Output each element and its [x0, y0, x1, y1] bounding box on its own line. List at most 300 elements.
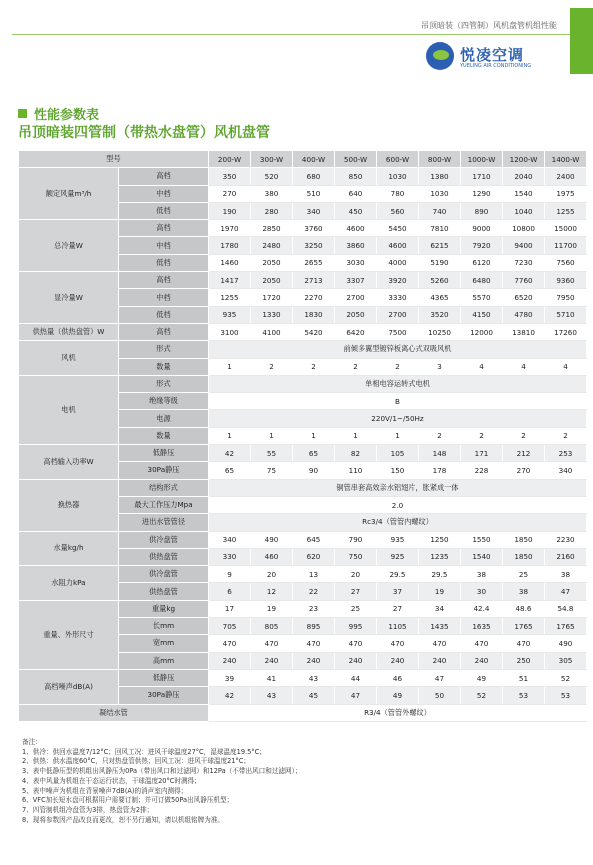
- table-cell: 2: [461, 427, 503, 444]
- row-merged-value: 220V/1~/50Hz: [209, 410, 587, 427]
- table-row: [19, 323, 587, 340]
- table-cell: 470: [293, 635, 335, 652]
- table-cell: 1460: [209, 254, 251, 271]
- table-header-row: [19, 151, 587, 168]
- logo-text-en: YUELING AIR CONDITIONING: [460, 63, 532, 69]
- table-cell: 1975: [545, 185, 587, 202]
- table-cell: 450: [335, 202, 377, 219]
- table-cell: 1: [293, 427, 335, 444]
- table-cell: 520: [251, 168, 293, 185]
- row-sub-label: 高档: [119, 323, 209, 340]
- row-sub-label: 低静压: [119, 669, 209, 686]
- table-cell: 2850: [251, 220, 293, 237]
- model-column-header: 500-W: [335, 151, 377, 168]
- table-cell: 39: [209, 669, 251, 686]
- table-cell: 935: [377, 531, 419, 548]
- table-cell: 2400: [545, 168, 587, 185]
- table-cell: 7230: [503, 254, 545, 271]
- model-column-header: 600-W: [377, 151, 419, 168]
- row-merged-value: 铜管串套高效亲水铝翅片，胀紧成一体: [209, 479, 587, 496]
- table-cell: 150: [377, 462, 419, 479]
- table-cell: 46: [377, 669, 419, 686]
- model-header: 型号: [19, 151, 209, 168]
- table-cell: 2050: [335, 306, 377, 323]
- table-cell: 470: [335, 635, 377, 652]
- table-cell: 4000: [377, 254, 419, 271]
- table-cell: 25: [503, 566, 545, 583]
- table-cell: 280: [251, 202, 293, 219]
- table-row: [19, 566, 587, 583]
- table-cell: 6: [209, 583, 251, 600]
- table-cell: 38: [545, 566, 587, 583]
- table-cell: 1540: [503, 185, 545, 202]
- note-line: 6、VFC加长短水盘可根据用户需要订制；并可订做50Pa出风静压机型；: [22, 796, 234, 805]
- table-cell: 29.5: [419, 566, 461, 583]
- table-cell: 1040: [503, 202, 545, 219]
- table-cell: 1: [251, 427, 293, 444]
- table-cell: 510: [293, 185, 335, 202]
- table-cell: 9360: [545, 272, 587, 289]
- row-sub-label: 形式: [119, 375, 209, 392]
- note-line: 4、表中风量为机组在干态运行状态，干球温度20°C时测得；: [22, 776, 201, 785]
- table-cell: 17: [209, 600, 251, 617]
- table-cell: 42: [209, 445, 251, 462]
- section-heading: [18, 104, 99, 123]
- table-cell: 1255: [209, 289, 251, 306]
- table-cell: 1830: [293, 306, 335, 323]
- table-cell: 7950: [545, 289, 587, 306]
- row-sub-label: 重量kg: [119, 600, 209, 617]
- table-cell: 7560: [545, 254, 587, 271]
- table-cell: 42: [209, 687, 251, 704]
- table-cell: 240: [293, 652, 335, 669]
- table-cell: 29.5: [377, 566, 419, 583]
- table-cell: 5420: [293, 323, 335, 340]
- row-group-label: 水阻力kPa: [19, 566, 119, 601]
- table-cell: 340: [209, 531, 251, 548]
- table-cell: 380: [251, 185, 293, 202]
- row-sub-label: 结构形式: [119, 479, 209, 496]
- table-cell: 82: [335, 445, 377, 462]
- table-cell: 2: [377, 358, 419, 375]
- table-cell: 2040: [503, 168, 545, 185]
- table-cell: 20: [251, 566, 293, 583]
- table-cell: 2713: [293, 272, 335, 289]
- table-cell: 4365: [419, 289, 461, 306]
- table-cell: 1720: [251, 289, 293, 306]
- table-cell: 5450: [377, 220, 419, 237]
- note-line: 2、供热：供水温度60°C，只对热盘管供热；回风工况：进风干球温度21°C；: [22, 757, 250, 766]
- table-cell: 240: [461, 652, 503, 669]
- table-cell: 253: [545, 445, 587, 462]
- row-group-label: 供热量（供热盘管）W: [19, 323, 119, 340]
- row-sub-label: 形式: [119, 341, 209, 358]
- table-cell: 27: [377, 600, 419, 617]
- table-cell: 2270: [293, 289, 335, 306]
- table-cell: 30: [461, 583, 503, 600]
- table-cell: 240: [335, 652, 377, 669]
- table-cell: 250: [503, 652, 545, 669]
- table-cell: 470: [419, 635, 461, 652]
- row-sub-label: 30Pa静压: [119, 687, 209, 704]
- row-group-label: 换热器: [19, 479, 119, 531]
- table-cell: 2: [419, 427, 461, 444]
- table-cell: 178: [419, 462, 461, 479]
- row-merged-value: 前倾多翼型镀锌板离心式双吸风机: [209, 341, 587, 358]
- product-subtitle: 吊顶暗装四管制（带热水盘管）风机盘管: [18, 125, 270, 141]
- model-column-header: 1000-W: [461, 151, 503, 168]
- note-line: 8、现将参数因产品改良而更改，恕不另行通知，请以机组铭牌为准。: [22, 815, 225, 824]
- table-cell: 995: [335, 618, 377, 635]
- table-cell: 44: [335, 669, 377, 686]
- table-cell: 12000: [461, 323, 503, 340]
- table-cell: 6480: [461, 272, 503, 289]
- table-cell: 11700: [545, 237, 587, 254]
- table-cell: 3307: [335, 272, 377, 289]
- table-cell: 52: [461, 687, 503, 704]
- table-cell: 190: [209, 202, 251, 219]
- table-cell: 19: [419, 583, 461, 600]
- table-cell: 925: [377, 548, 419, 565]
- table-cell: 10800: [503, 220, 545, 237]
- table-cell: 5190: [419, 254, 461, 271]
- table-cell: 52: [545, 669, 587, 686]
- table-cell: 53: [503, 687, 545, 704]
- section-title: 性能参数表: [34, 108, 100, 123]
- row-sub-label: 中档: [119, 185, 209, 202]
- table-cell: 620: [293, 548, 335, 565]
- row-sub-label: 低档: [119, 202, 209, 219]
- header-title: 吊顶暗装（四管制）风机盘管机组性能: [421, 21, 557, 30]
- table-cell: 15000: [545, 220, 587, 237]
- page-header: [0, 0, 593, 82]
- table-row: [19, 445, 587, 462]
- table-cell: 13: [293, 566, 335, 583]
- note-line: 备注：: [22, 738, 42, 746]
- table-cell: 3520: [419, 306, 461, 323]
- table-cell: 850: [335, 168, 377, 185]
- table-cell: 2: [335, 358, 377, 375]
- table-cell: 460: [251, 548, 293, 565]
- table-cell: 47: [419, 669, 461, 686]
- model-column-header: 400-W: [293, 151, 335, 168]
- table-cell: 895: [293, 618, 335, 635]
- table-cell: 20: [335, 566, 377, 583]
- row-group-label: 重量、外形尺寸: [19, 600, 119, 669]
- table-cell: 1030: [377, 168, 419, 185]
- table-cell: 645: [293, 531, 335, 548]
- table-cell: 212: [503, 445, 545, 462]
- table-cell: 41: [251, 669, 293, 686]
- table-cell: 5570: [461, 289, 503, 306]
- table-cell: 240: [209, 652, 251, 669]
- table-row: [19, 669, 587, 686]
- row-merged-value: 2.0: [209, 496, 587, 513]
- row-sub-label: 供热盘管: [119, 548, 209, 565]
- table-cell: 48.6: [503, 600, 545, 617]
- row-group-label: 总冷量W: [19, 220, 119, 272]
- table-cell: 560: [377, 202, 419, 219]
- table-cell: 1417: [209, 272, 251, 289]
- table-cell: 705: [209, 618, 251, 635]
- logo-mark-icon: [426, 42, 454, 70]
- row-group-label: 电机: [19, 375, 119, 444]
- table-cell: 340: [293, 202, 335, 219]
- notes-block: [22, 738, 301, 825]
- row-merged-value: B: [209, 393, 587, 410]
- model-column-header: 200-W: [209, 151, 251, 168]
- table-cell: 340: [545, 462, 587, 479]
- table-cell: 1765: [545, 618, 587, 635]
- table-row: [19, 341, 587, 358]
- table-cell: 19: [251, 600, 293, 617]
- table-cell: 490: [545, 635, 587, 652]
- table-cell: 1: [377, 427, 419, 444]
- row-sub-label: 高档: [119, 272, 209, 289]
- table-cell: 750: [335, 548, 377, 565]
- row-sub-label: 供热盘管: [119, 583, 209, 600]
- row-sub-label: 低静压: [119, 445, 209, 462]
- table-cell: 2: [545, 427, 587, 444]
- row-group-label: 水量kg/h: [19, 531, 119, 566]
- row-sub-label: 供冷盘管: [119, 531, 209, 548]
- row-sub-label: 高mm: [119, 652, 209, 669]
- row-sub-label: 最大工作压力Mpa: [119, 496, 209, 513]
- table-cell: 5710: [545, 306, 587, 323]
- table-row: [19, 479, 587, 496]
- table-cell: 1435: [419, 618, 461, 635]
- green-side-tab: [570, 8, 593, 74]
- table-cell: 65: [209, 462, 251, 479]
- condensate-pipe-label: 凝结水管: [19, 704, 209, 721]
- row-sub-label: 宽mm: [119, 635, 209, 652]
- row-sub-label: 电源: [119, 410, 209, 427]
- row-sub-label: 长mm: [119, 618, 209, 635]
- table-cell: 4600: [377, 237, 419, 254]
- table-cell: 43: [251, 687, 293, 704]
- table-cell: 7810: [419, 220, 461, 237]
- table-cell: 2700: [377, 306, 419, 323]
- row-sub-label: 中档: [119, 289, 209, 306]
- table-row: [19, 704, 587, 721]
- table-cell: 49: [377, 687, 419, 704]
- row-sub-label: 高档: [119, 220, 209, 237]
- row-group-label: 高档噪声dB(A): [19, 669, 119, 704]
- section-bullet-icon: [18, 109, 27, 118]
- row-sub-label: 供冷盘管: [119, 566, 209, 583]
- table-cell: 38: [461, 566, 503, 583]
- table-cell: 3760: [293, 220, 335, 237]
- table-cell: 680: [293, 168, 335, 185]
- table-cell: 2700: [335, 289, 377, 306]
- table-cell: 740: [419, 202, 461, 219]
- table-cell: 2050: [251, 272, 293, 289]
- row-sub-label: 中档: [119, 237, 209, 254]
- table-cell: 3860: [335, 237, 377, 254]
- table-cell: 1330: [251, 306, 293, 323]
- row-merged-value: 单相电容运转式电机: [209, 375, 587, 392]
- note-line: 3、表中低静压型的机组出风静压为0Pa（带出风口和过滤网）和12Pa（不带出风口和过滤网）；: [22, 767, 302, 776]
- table-row: [19, 600, 587, 617]
- table-cell: 7500: [377, 323, 419, 340]
- table-cell: 1850: [503, 548, 545, 565]
- table-cell: 240: [251, 652, 293, 669]
- logo-text-cn: 悦凌空调: [460, 46, 525, 64]
- table-cell: 3920: [377, 272, 419, 289]
- table-cell: 1970: [209, 220, 251, 237]
- table-cell: 490: [251, 531, 293, 548]
- row-sub-label: 30Pa静压: [119, 462, 209, 479]
- row-group-label: 高档输入功率W: [19, 445, 119, 480]
- table-cell: 47: [335, 687, 377, 704]
- table-cell: 43: [293, 669, 335, 686]
- table-cell: 470: [461, 635, 503, 652]
- table-cell: 4100: [251, 323, 293, 340]
- table-cell: 1235: [419, 548, 461, 565]
- table-cell: 4: [461, 358, 503, 375]
- row-sub-label: 高档: [119, 168, 209, 185]
- brand-logo: [426, 40, 566, 74]
- model-column-header: 300-W: [251, 151, 293, 168]
- table-cell: 1: [209, 358, 251, 375]
- table-cell: 470: [503, 635, 545, 652]
- table-cell: 1105: [377, 618, 419, 635]
- table-cell: 90: [293, 462, 335, 479]
- table-cell: 3330: [377, 289, 419, 306]
- table-cell: 7760: [503, 272, 545, 289]
- table-cell: 805: [251, 618, 293, 635]
- table-cell: 6520: [503, 289, 545, 306]
- table-row: [19, 531, 587, 548]
- table-cell: 1: [335, 427, 377, 444]
- table-row: [19, 272, 587, 289]
- table-cell: 50: [419, 687, 461, 704]
- table-cell: 148: [419, 445, 461, 462]
- table-cell: 47: [545, 583, 587, 600]
- table-cell: 3250: [293, 237, 335, 254]
- table-cell: 110: [335, 462, 377, 479]
- table-cell: 1540: [461, 548, 503, 565]
- table-cell: 7920: [461, 237, 503, 254]
- table-cell: 12: [251, 583, 293, 600]
- table-cell: 1250: [419, 531, 461, 548]
- table-cell: 27: [335, 583, 377, 600]
- header-divider: [12, 34, 570, 35]
- table-cell: 1: [209, 427, 251, 444]
- table-cell: 6120: [461, 254, 503, 271]
- table-cell: 51: [503, 669, 545, 686]
- table-cell: 240: [419, 652, 461, 669]
- row-group-label: 风机: [19, 341, 119, 376]
- table-cell: 1380: [419, 168, 461, 185]
- table-cell: 37: [377, 583, 419, 600]
- table-cell: 38: [503, 583, 545, 600]
- row-sub-label: 绝缘等级: [119, 393, 209, 410]
- table-row: [19, 168, 587, 185]
- table-cell: 2050: [251, 254, 293, 271]
- table-cell: 55: [251, 445, 293, 462]
- table-cell: 640: [335, 185, 377, 202]
- table-cell: 935: [209, 306, 251, 323]
- row-sub-label: 低档: [119, 254, 209, 271]
- table-cell: 4600: [335, 220, 377, 237]
- table-cell: 1710: [461, 168, 503, 185]
- table-cell: 17260: [545, 323, 587, 340]
- row-sub-label: 进出水管管径: [119, 514, 209, 531]
- model-column-header: 1200-W: [503, 151, 545, 168]
- table-cell: 470: [377, 635, 419, 652]
- table-cell: 54.8: [545, 600, 587, 617]
- table-cell: 305: [545, 652, 587, 669]
- table-cell: 3100: [209, 323, 251, 340]
- table-cell: 2230: [545, 531, 587, 548]
- note-line: 5、表中噪声为机组在背景噪声7dB(A)的消声室内测得；: [22, 786, 188, 795]
- table-cell: 105: [377, 445, 419, 462]
- table-cell: 1850: [503, 531, 545, 548]
- table-cell: 49: [461, 669, 503, 686]
- condensate-pipe-value: R3/4（管管外螺纹）: [209, 704, 587, 721]
- table-cell: 25: [335, 600, 377, 617]
- table-cell: 1030: [419, 185, 461, 202]
- table-cell: 13810: [503, 323, 545, 340]
- table-cell: 2480: [251, 237, 293, 254]
- table-cell: 9000: [461, 220, 503, 237]
- table-cell: 171: [461, 445, 503, 462]
- table-cell: 1635: [461, 618, 503, 635]
- table-cell: 1255: [545, 202, 587, 219]
- row-merged-value: Rc3/4（管管内螺纹）: [209, 514, 587, 531]
- table-cell: 2: [293, 358, 335, 375]
- table-cell: 34: [419, 600, 461, 617]
- model-column-header: 1400-W: [545, 151, 587, 168]
- table-cell: 1780: [209, 237, 251, 254]
- table-cell: 9: [209, 566, 251, 583]
- table-cell: 890: [461, 202, 503, 219]
- table-cell: 3030: [335, 254, 377, 271]
- table-cell: 53: [545, 687, 587, 704]
- table-cell: 23: [293, 600, 335, 617]
- row-sub-label: 数量: [119, 358, 209, 375]
- table-cell: 228: [461, 462, 503, 479]
- table-cell: 5260: [419, 272, 461, 289]
- table-cell: 2160: [545, 548, 587, 565]
- row-group-label: 显冷量W: [19, 272, 119, 324]
- table-cell: 2655: [293, 254, 335, 271]
- table-cell: 1550: [461, 531, 503, 548]
- table-cell: 75: [251, 462, 293, 479]
- table-cell: 350: [209, 168, 251, 185]
- table-cell: 780: [377, 185, 419, 202]
- table-row: [19, 220, 587, 237]
- table-cell: 10250: [419, 323, 461, 340]
- table-cell: 240: [377, 652, 419, 669]
- table-cell: 270: [209, 185, 251, 202]
- table-cell: 4: [545, 358, 587, 375]
- table-cell: 1765: [503, 618, 545, 635]
- table-cell: 4: [503, 358, 545, 375]
- table-cell: 790: [335, 531, 377, 548]
- table-cell: 45: [293, 687, 335, 704]
- table-cell: 42.4: [461, 600, 503, 617]
- table-cell: 1290: [461, 185, 503, 202]
- table-cell: 65: [293, 445, 335, 462]
- table-cell: 2: [251, 358, 293, 375]
- table-cell: 330: [209, 548, 251, 565]
- spec-table: [18, 150, 587, 722]
- note-line: 7、四管制机组冷盘管为3排，热盘管为2排；: [22, 805, 154, 814]
- table-cell: 4150: [461, 306, 503, 323]
- table-cell: 270: [503, 462, 545, 479]
